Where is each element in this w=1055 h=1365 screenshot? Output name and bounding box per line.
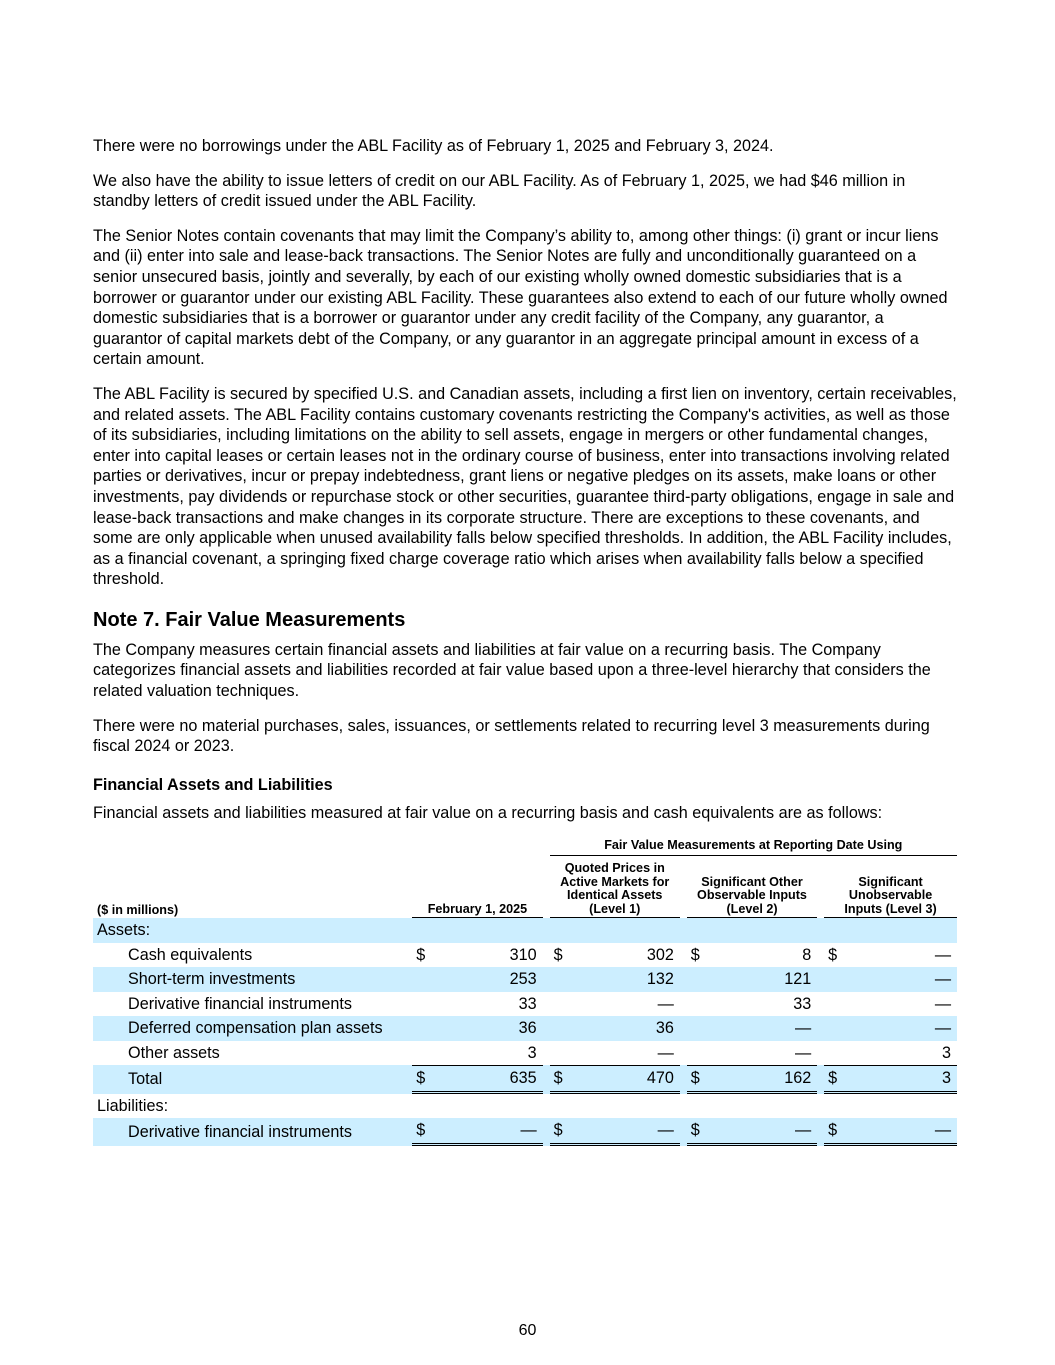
currency-symbol: $ — [687, 1065, 707, 1094]
value-level-1: 302 — [646, 945, 674, 964]
value-date: 3 — [527, 1043, 537, 1062]
page-number: 60 — [518, 1322, 537, 1339]
table-row — [93, 1016, 957, 1041]
value-level-3: — — [844, 967, 957, 992]
liability-date: — — [432, 1118, 543, 1146]
row-label: Other assets — [128, 1043, 220, 1062]
value-level-3: 3 — [941, 1043, 951, 1062]
level-2-header: Significant Other Observable Inputs (Level 2) — [687, 856, 817, 918]
liability-level-3: — — [844, 1118, 957, 1146]
date-column-header: February 1, 2025 — [412, 856, 542, 918]
value-level-2: — — [795, 1043, 812, 1062]
span-header: Fair Value Measurements at Reporting Date Using — [550, 839, 957, 856]
liability-level-2: — — [707, 1118, 817, 1146]
value-level-1: — — [657, 994, 674, 1013]
paragraph-abl-covenants: The ABL Facility is secured by specified U.S. and Canadian assets, including a first lien on inventory, certain receivables, and related assets. The ABL Facility contains customary covenants restricting the Company's activities, as well as those of its subsidiaries, including limitations on the ability to sell assets, engage in mergers or other fundamental changes, enter into capital leases or certain leases not in the ordinary course of business, enter into transactions involving related parties or derivatives, incur or prepay indebtedness, grant liens or negative pledges on its assets, make loans or other investments, pay dividends or repurchase stock or other securities, guarantee third-party obligations, engage in sale and lease-back transactions and make changes in its corporate structure. There are exceptions to these covenants, and some are only applicable when unused availability falls below specified thresholds. In addition, the ABL Facility includes, as a financial covenant, a springing fixed charge coverage ratio which arises when availability falls below a specified threshold. — [93, 384, 957, 589]
total-label: Total — [93, 1065, 412, 1094]
currency-symbol: $ — [687, 1118, 707, 1146]
value-level-1: 132 — [570, 967, 680, 992]
paragraph-abl-borrowings: There were no borrowings under the ABL Facility as of February 1, 2025 and February 3, 2024. — [93, 137, 774, 155]
value-date: 36 — [432, 1016, 543, 1041]
currency-symbol: $ — [828, 945, 838, 964]
value-level-2: 121 — [707, 967, 817, 992]
value-level-2: 8 — [802, 945, 812, 964]
total-row — [93, 1065, 957, 1094]
liability-level-1: — — [570, 1118, 680, 1146]
total-level-2: 162 — [707, 1065, 817, 1094]
value-level-3: — — [844, 1016, 957, 1041]
paragraph-level-3: There were no material purchases, sales, issuances, or settlements related to recurring level 3 measurements during fiscal 2024 or 2023. — [93, 716, 930, 756]
value-level-3: — — [934, 994, 951, 1013]
value-date: 253 — [432, 967, 543, 992]
value-level-1: 36 — [570, 1016, 680, 1041]
table-row — [93, 967, 957, 992]
value-level-2: — — [707, 1016, 817, 1041]
currency-symbol: $ — [553, 945, 563, 964]
total-date: 635 — [432, 1065, 543, 1094]
currency-symbol: $ — [416, 945, 426, 964]
paragraph-letters-of-credit: We also have the ability to issue letters of credit on our ABL Facility. As of February 1, 2025, we had $46 million in standby letters of credit issued under the ABL Facility. — [93, 171, 906, 211]
value-date: 33 — [518, 994, 537, 1013]
total-level-1: 470 — [570, 1065, 680, 1094]
assets-section-label: Assets: — [93, 918, 412, 943]
table-row — [93, 1041, 957, 1066]
currency-symbol: $ — [550, 1118, 570, 1146]
liability-row — [93, 1118, 957, 1146]
total-level-3: 3 — [844, 1065, 957, 1094]
currency-symbol: $ — [412, 1118, 432, 1146]
note-7-title: Note 7. Fair Value Measurements — [93, 608, 406, 631]
currency-symbol: $ — [550, 1065, 570, 1094]
currency-symbol: $ — [824, 1118, 844, 1146]
document-page — [93, 136, 957, 1146]
row-label: Derivative financial instruments — [128, 994, 353, 1013]
currency-symbol: $ — [824, 1065, 844, 1094]
table-row — [93, 992, 957, 1017]
row-label: Derivative financial instruments — [93, 1118, 412, 1146]
fair-value-table — [93, 839, 957, 1145]
liabilities-section-label: Liabilities: — [97, 1096, 169, 1115]
currency-symbol: $ — [412, 1065, 432, 1094]
value-date: 310 — [509, 945, 537, 964]
value-level-2: 33 — [793, 994, 812, 1013]
level-3-header: Significant Unobservable Inputs (Level 3) — [824, 856, 957, 918]
table-row — [93, 943, 957, 968]
currency-symbol: $ — [690, 945, 700, 964]
paragraph-senior-notes: The Senior Notes contain covenants that may limit the Company’s ability to, among other things: (i) grant or incur liens and (ii) enter into sale and lease-back transactions. The Senior Notes are fully and unconditionally guaranteed on a senior unsecured basis, jointly and severally, by each of our existing wholly owned domestic subsidiaries that is a borrower or guarantor under our existing ABL Facility. These guarantees also extend to each of our future wholly owned domestic subsidiaries that is a borrower or guarantor under any credit facility of the Company, any guarantor, a guarantor of capital markets debt of the Company, or any guarantor in an aggregate principal amount in excess of a certain amount. — [93, 226, 948, 369]
value-level-3: — — [934, 945, 951, 964]
table-intro: Financial assets and liabilities measured at fair value on a recurring basis and cash equivalents are as follows: — [93, 803, 883, 822]
paragraph-fair-value-intro: The Company measures certain financial assets and liabilities at fair value on a recurring basis. The Company categorizes financial assets and liabilities recorded at fair value based upon a three-level hierarchy that considers the related valuation techniques. — [93, 640, 931, 701]
financial-assets-subheading: Financial Assets and Liabilities — [93, 775, 333, 794]
row-label: Deferred compensation plan assets — [93, 1016, 412, 1041]
value-level-1: — — [657, 1043, 674, 1062]
level-1-header: Quoted Prices in Active Markets for Identical Assets (Level 1) — [550, 856, 680, 918]
row-label: Cash equivalents — [128, 945, 253, 964]
units-header: ($ in millions) — [97, 902, 179, 917]
row-label: Short-term investments — [93, 967, 412, 992]
